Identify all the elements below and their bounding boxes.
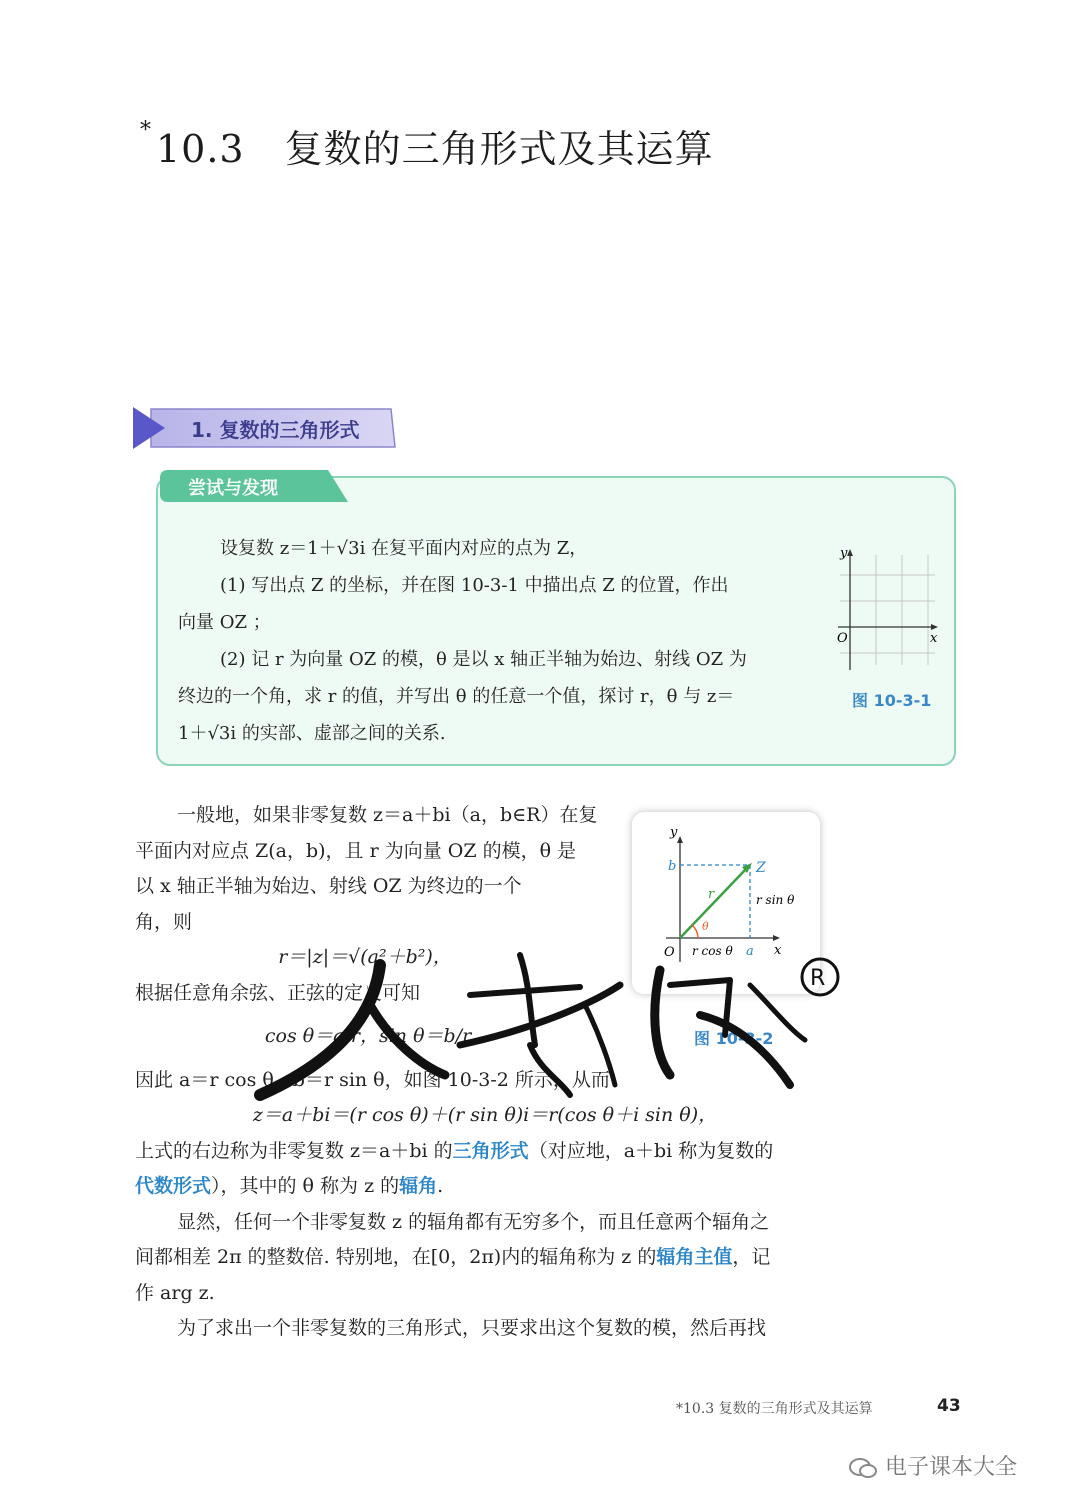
optional-star: * (140, 118, 152, 143)
page-title (140, 118, 714, 173)
term-principal-argument: 辐角主值 (656, 1246, 733, 1268)
section-number: 10.3 (156, 127, 245, 171)
fig1-y-label: y (840, 546, 848, 561)
equation-modulus: r＝|z|＝√(a²＋b²)， (278, 946, 452, 968)
equation-trig-form: z＝a＋bi＝(r cos θ)＋(r sin θ)i＝r(cos θ＋i sin θ)， (252, 1104, 718, 1126)
term-argument: 辐角 (399, 1175, 438, 1197)
svg-text:O: O (664, 945, 675, 960)
body-p1d: 角，则 (135, 910, 193, 933)
svg-text:r sin θ: r sin θ (756, 893, 795, 907)
body-p6: 为了求出一个非零复数的三角形式，只要求出这个复数的模，然后再找 (177, 1317, 767, 1339)
section-title: 复数的三角形式及其运算 (284, 127, 714, 171)
body-p1c: 以 x 轴正半轴为始边、射线 OZ 为终边的一个 (135, 875, 522, 897)
running-footer: *10.3 复数的三角形式及其运算 (676, 1401, 873, 1417)
svg-text:R: R (810, 966, 826, 991)
svg-text:x: x (774, 943, 782, 958)
try-line-4: (2) 记 r 为向量 OZ 的模，θ 是以 x 轴正半轴为始边、射线 OZ 为 (220, 649, 747, 670)
term-trig-form: 三角形式 (452, 1139, 529, 1162)
svg-text:a: a (746, 944, 754, 959)
try-discover-text (178, 530, 818, 752)
body-p1b: 平面内对应点 Z(a，b)，且 r 为向量 OZ 的模，θ 是 (135, 839, 577, 862)
body-p1a: 一般地，如果非零复数 z＝a＋bi（a，b∈R）在复 (177, 804, 598, 826)
try-discover-tab (158, 468, 350, 504)
body-p4: 上式的右边称为非零复数 z＝a＋bi 的三角形式（对应地，a＋bi 称为复数的 代数形式），其中的 θ 称为 z 的辐角. (135, 1139, 774, 1197)
svg-text:r: r (708, 887, 715, 902)
term-algebraic-form: 代数形式 (135, 1175, 212, 1197)
body-p5d: 作 arg z. (135, 1281, 215, 1304)
wechat-icon (848, 1456, 878, 1480)
body-p3: 因此 a＝r cos θ，b＝r sin θ，如图 10-3-2 所示，从而 (135, 1068, 610, 1091)
fig1-origin-label: O (837, 631, 848, 646)
try-discover-label: 尝试与发现 (188, 478, 278, 499)
fig1-x-label: x (930, 631, 938, 646)
svg-text:b: b (668, 859, 677, 874)
subsection-label: 1. 复数的三角形式 (191, 418, 360, 442)
try-line-5: 终边的一个角，求 r 的值，并写出 θ 的任意一个值，探讨 r，θ 与 z＝ (178, 686, 735, 707)
figure-10-3-2-caption: 图 10-3-2 (694, 1029, 774, 1048)
try-line-2: (1) 写出点 Z 的坐标，并在图 10-3-1 中描出点 Z 的位置，作出 (220, 575, 729, 596)
wechat-account-label: 电子课本大全 (848, 1450, 1017, 1481)
subsection-tag (133, 405, 398, 451)
brush-watermark-logo (230, 945, 850, 1105)
try-line-3: 向量 OZ ； (178, 612, 271, 633)
body-p5a: 显然，任何一个非零复数 z 的辐角都有无穷多个，而且任意两个辐角之 (177, 1210, 770, 1233)
svg-text:r cos θ: r cos θ (692, 944, 733, 958)
try-line-6: 1＋√3i 的实部、虚部之间的关系. (178, 723, 446, 744)
figure-10-3-1-caption: 图 10-3-1 (852, 691, 932, 710)
equation-cos-sin: cos θ＝a/r，sin θ＝b/r. (264, 1025, 476, 1047)
figure-10-3-1 (830, 545, 942, 675)
coordinate-grid (830, 545, 942, 675)
publisher-watermark (230, 945, 850, 1105)
page-number: 43 (937, 1396, 961, 1416)
svg-text:y: y (670, 825, 678, 840)
body-p5b: 间都相差 2π 的整数倍. 特别地，在[0，2π)内的辐角称为 z 的辐角主值，记 (135, 1246, 771, 1268)
svg-text:Z: Z (756, 860, 766, 876)
body-p2: 根据任意角余弦、正弦的定义可知 (135, 981, 421, 1004)
try-line-1: 设复数 z＝1＋√3i 在复平面内对应的点为 Z， (220, 538, 588, 559)
svg-text:θ: θ (702, 920, 709, 933)
